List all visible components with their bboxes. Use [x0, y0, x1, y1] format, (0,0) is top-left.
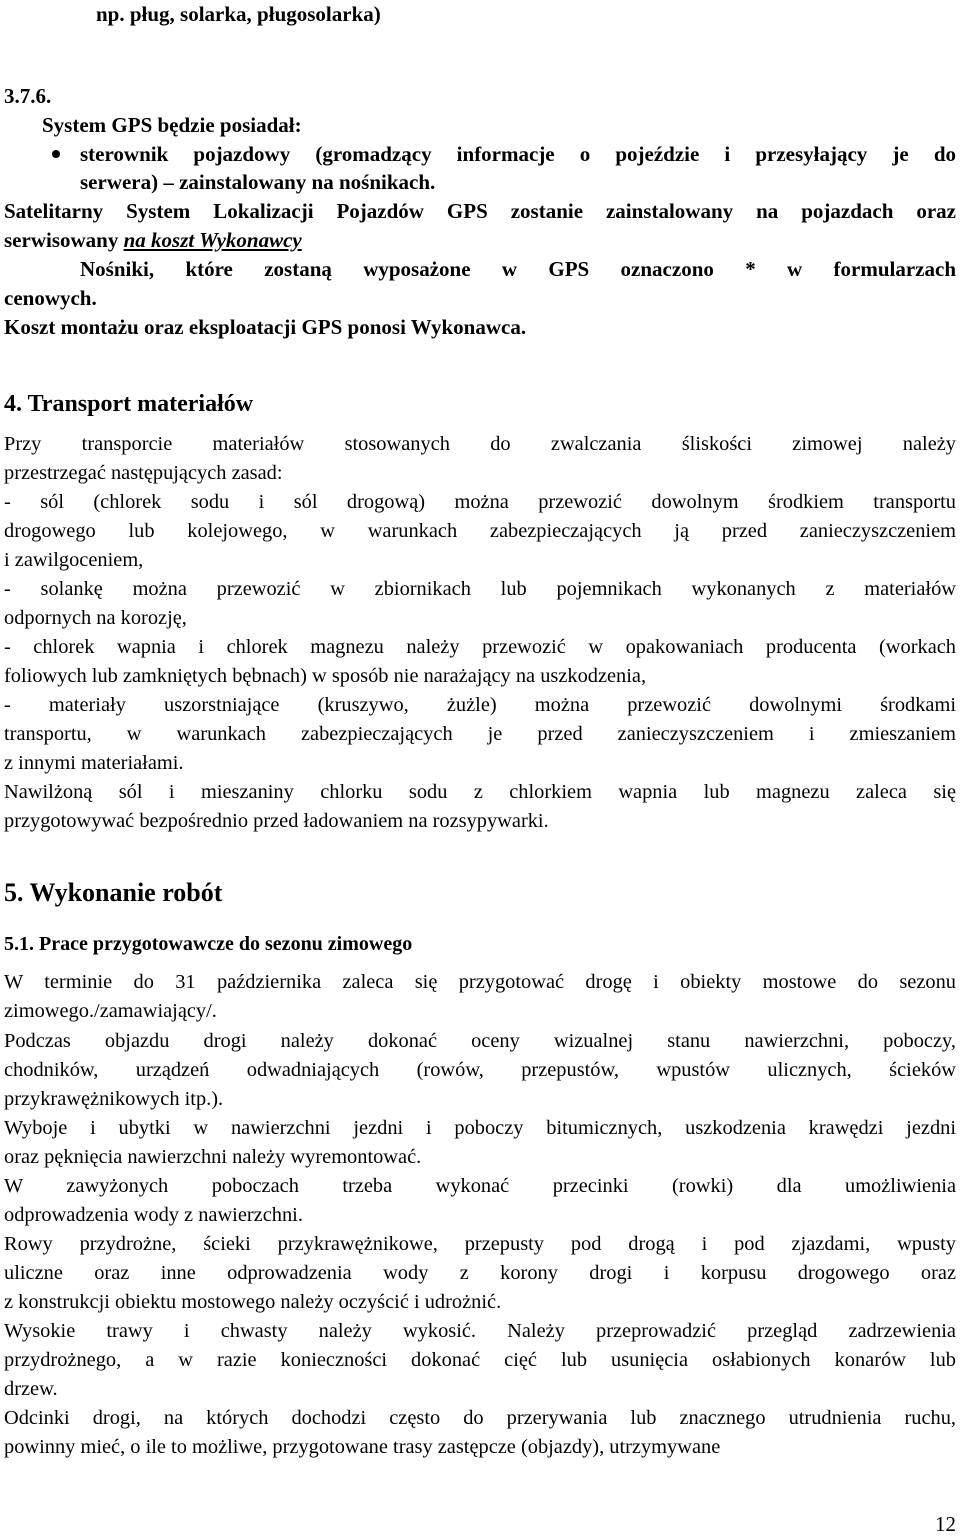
s5-line: przydrożnego, a w razie konieczności dokonać cięć lub usunięcia osłabionych konarów lub: [4, 1349, 956, 1371]
note-line-2: cenowych.: [4, 286, 97, 310]
s4-line: przygotowywać bezpośrednio przed ładowaniem na rozsypywarki.: [4, 810, 549, 832]
s4-line: - materiały uszorstniające (kruszywo, żużle) można przewozić dowolnymi środkami: [4, 694, 956, 716]
cost-line: Koszt montażu oraz eksploatacji GPS ponosi Wykonawca.: [4, 315, 527, 339]
gps-paragraph-line-1: Satelitarny System Lokalizacji Pojazdów GPS zostanie zainstalowany na pojazdach oraz: [4, 199, 956, 223]
s4-line: Nawilżoną sól i mieszaniny chlorku sodu z chlorkiem wapnia lub magnezu zaleca się: [4, 781, 956, 803]
s5-line: Rowy przydrożne, ścieki przykrawężnikowe, przepusty pod drogą i pod zjazdami, wpusty: [4, 1233, 956, 1255]
s5-line: drzew.: [4, 1378, 58, 1400]
s5-line: zimowego./zamawiający/.: [4, 1000, 217, 1022]
s4-line: - solankę można przewozić w zbiornikach lub pojemnikach wykonanych z materiałów: [4, 578, 956, 600]
s5-line: W zawyżonych poboczach trzeba wykonać przecinki (rowki) dla umożliwienia: [4, 1175, 956, 1197]
s5-line: uliczne oraz inne odprowadzenia wody z korony drogi i korpusu drogowego oraz: [4, 1262, 956, 1284]
s5-line: W terminie do 31 października zaleca się przygotować drogę i obiekty mostowe do sezonu: [4, 971, 956, 993]
contractor-cost-link[interactable]: na koszt Wykonawcy: [123, 228, 302, 252]
s5-line: Podczas objazdu drogi należy dokonać oceny wizualnej stanu nawierzchni, poboczy,: [4, 1030, 956, 1052]
gps-paragraph-line-2: [4, 226, 956, 255]
section-376-number: 3.7.6.: [4, 84, 52, 108]
gps-paragraph-text: serwisowany: [4, 228, 124, 252]
s4-line: - sól (chlorek sodu i sól drogową) można przewozić dowolnym środkiem transportu: [4, 491, 956, 513]
s4-line: foliowych lub zamkniętych bębnach) w sposób nie narażający na uszkodzenia,: [4, 665, 647, 687]
s5-line: z konstrukcji obiektu mostowego należy oczyścić i udrożnić.: [4, 1291, 502, 1313]
bullet-icon: [52, 150, 60, 158]
s5-line: chodników, urządzeń odwadniających (rowów, przepustów, wpustów ulicznych, ścieków: [4, 1059, 956, 1081]
bullet-line-2: serwera) – zainstalowany na nośnikach.: [80, 170, 436, 194]
s4-line: odpornych na korozję,: [4, 607, 187, 629]
fragment-line: np. pług, solarka, pługosolarka): [96, 2, 381, 26]
section-4-heading: 4. Transport materiałów: [4, 391, 254, 417]
bullet-line-1: sterownik pojazdowy (gromadzący informacje o pojeździe i przesyłający je do: [80, 142, 956, 166]
page-number: 12: [935, 1512, 956, 1536]
s4-line: drogowego lub kolejowego, w warunkach zabezpieczających ją przed zanieczyszczeniem: [4, 520, 956, 542]
section-376-heading: System GPS będzie posiadał:: [42, 113, 302, 137]
s4-line: i zawilgoceniem,: [4, 549, 144, 571]
s5-line: Wyboje i ubytki w nawierzchni jezdni i poboczy bitumicznych, uszkodzenia krawędzi jezdni: [4, 1117, 956, 1139]
s5-line: przykrawężnikowych itp.).: [4, 1088, 224, 1110]
s5-line: powinny mieć, o ile to możliwe, przygotowane trasy zastępcze (objazdy), utrzymywane: [4, 1436, 721, 1458]
s4-line: przestrzegać następujących zasad:: [4, 462, 283, 484]
section-51-heading: 5.1. Prace przygotowawcze do sezonu zimowego: [4, 933, 413, 955]
note-line-1: Nośniki, które zostaną wyposażone w GPS oznaczono * w formularzach: [80, 257, 956, 281]
s4-line: Przy transporcie materiałów stosowanych do zwalczania śliskości zimowej należy: [4, 433, 956, 455]
s5-line: odprowadzenia wody z nawierzchni.: [4, 1204, 303, 1226]
s4-line: z innymi materiałami.: [4, 752, 184, 774]
s5-line: oraz pęknięcia nawierzchni należy wyremontować.: [4, 1146, 422, 1168]
section-5-heading: 5. Wykonanie robót: [4, 878, 223, 907]
s5-line: Wysokie trawy i chwasty należy wykosić. Należy przeprowadzić przegląd zadrzewienia: [4, 1320, 956, 1342]
s4-line: transportu, w warunkach zabezpieczających je przed zanieczyszczeniem i zmieszaniem: [4, 723, 956, 745]
s4-line: - chlorek wapnia i chlorek magnezu należy przewozić w opakowaniach producenta (workach: [4, 636, 956, 658]
s5-line: Odcinki drogi, na których dochodzi często do przerywania lub znacznego utrudnienia ruchu,: [4, 1407, 956, 1429]
